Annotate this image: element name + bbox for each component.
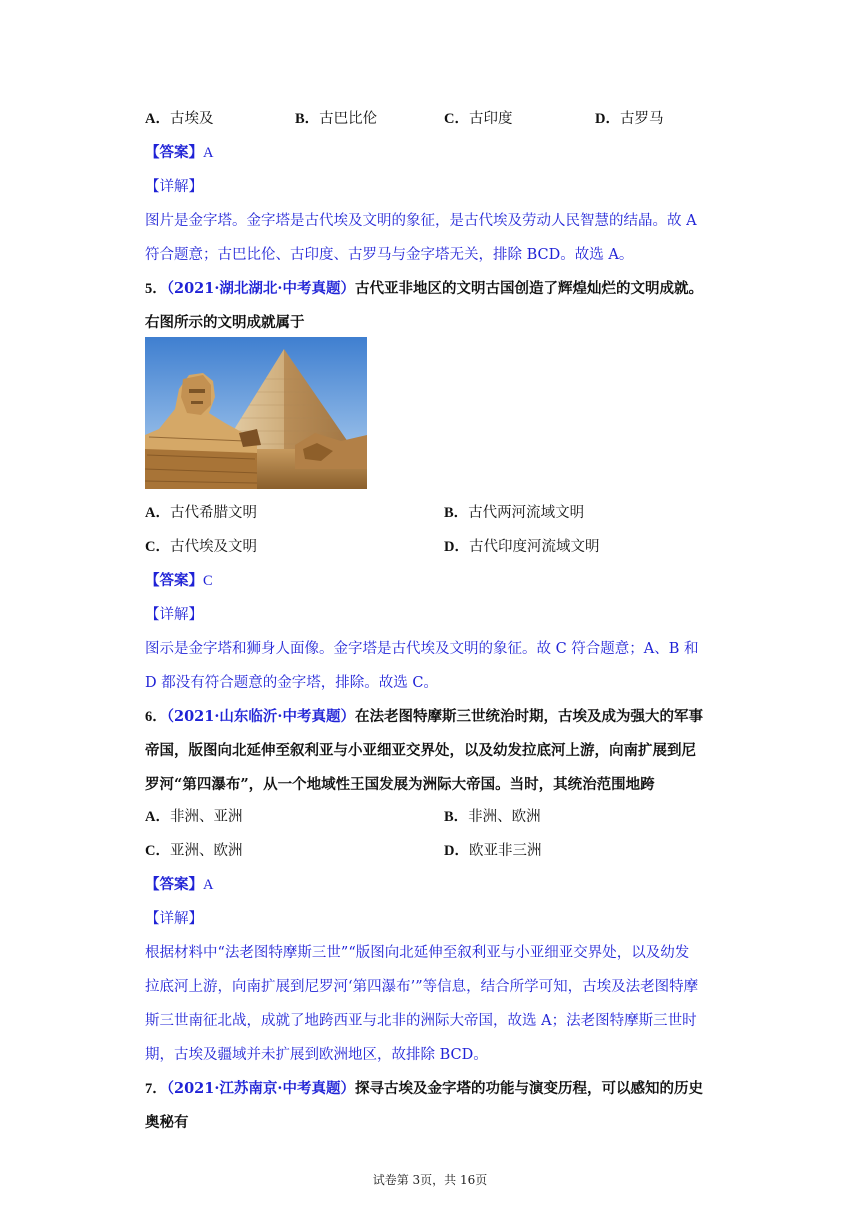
q6-stem: 6．（2021·山东临沂·中考真题）在法老图特摩斯三世统治时期，古埃及成为强大的军事	[145, 708, 703, 725]
q5-answer: 【答案】C	[145, 572, 213, 589]
q6-option-d: D．欧亚非三洲	[444, 843, 542, 859]
q5-detail-line: D 都没有符合题意的金字塔，排除。故选 C。	[145, 675, 438, 691]
q6-detail-line: 根据材料中“法老图特摩斯三世”“版图向北延伸至叙利亚与小亚细亚交界处，以及幼发	[145, 945, 690, 961]
q4-option-d: D．古罗马	[595, 111, 664, 127]
q5-option-c: C．古代埃及文明	[145, 539, 257, 555]
page-footer: 试卷第 3页，共 16页	[372, 1173, 488, 1187]
q6-option-b: B．非洲、欧洲	[444, 809, 541, 825]
q6-option-c: C．亚洲、欧洲	[145, 843, 243, 859]
q5-stem-line2: 右图所示的文明成就属于	[145, 314, 305, 331]
q4-detail-line: 符合题意；古巴比伦、古印度、古罗马与金字塔无关，排除 BCD。故选 A。	[145, 247, 634, 263]
q5-option-b: B．古代两河流域文明	[444, 505, 585, 521]
q6-detail-line: 拉底河上游，向南扩展到尼罗河‘第四瀑布’”等信息，结合所学可知，古埃及法老图特摩	[145, 979, 699, 995]
q6-stem-line: 罗河“第四瀑布”，从一个地域性王国发展为洲际大帝国。当时，其统治范围地跨	[145, 776, 655, 793]
q4-option-c: C．古印度	[444, 111, 513, 127]
q4-option-a: A．古埃及	[145, 111, 214, 127]
q7-stem-line2: 奥秘有	[145, 1114, 189, 1131]
q6-option-a: A．非洲、亚洲	[145, 809, 243, 825]
q5-stem: 5．（2021·湖北湖北·中考真题）古代亚非地区的文明古国创造了辉煌灿烂的文明成就。	[145, 280, 703, 297]
q5-detail-line: 图示是金字塔和狮身人面像。金字塔是古代埃及文明的象征。故 C 符合题意；A、B 和	[145, 641, 699, 657]
q6-detail-tag: 【详解】	[145, 911, 203, 927]
q5-option-d: D．古代印度河流域文明	[444, 539, 600, 555]
q6-stem-line: 帝国，版图向北延伸至叙利亚与小亚细亚交界处，以及幼发拉底河上游，向南扩展到尼	[145, 742, 696, 759]
q4-detail-tag: 【详解】	[145, 179, 203, 195]
q6-detail-line: 斯三世南征北战，成就了地跨西亚与北非的洲际大帝国，故选 A；法老图特摩斯三世时	[145, 1013, 697, 1029]
sphinx-pyramid-image	[145, 337, 367, 489]
q4-detail-line: 图片是金字塔。金字塔是古代埃及文明的象征，是古代埃及劳动人民智慧的结晶。故 A	[145, 213, 697, 229]
q6-detail-line: 期，古埃及疆域并未扩展到欧洲地区，故排除 BCD。	[145, 1047, 488, 1063]
q6-answer: 【答案】A	[145, 876, 214, 893]
q5-option-a: A．古代希腊文明	[145, 505, 257, 521]
q5-detail-tag: 【详解】	[145, 607, 203, 623]
q4-answer: 【答案】A	[145, 144, 214, 161]
q4-option-b: B．古巴比伦	[295, 111, 378, 127]
q7-stem: 7．（2021·江苏南京·中考真题）探寻古埃及金字塔的功能与演变历程，可以感知的历史	[145, 1080, 703, 1097]
